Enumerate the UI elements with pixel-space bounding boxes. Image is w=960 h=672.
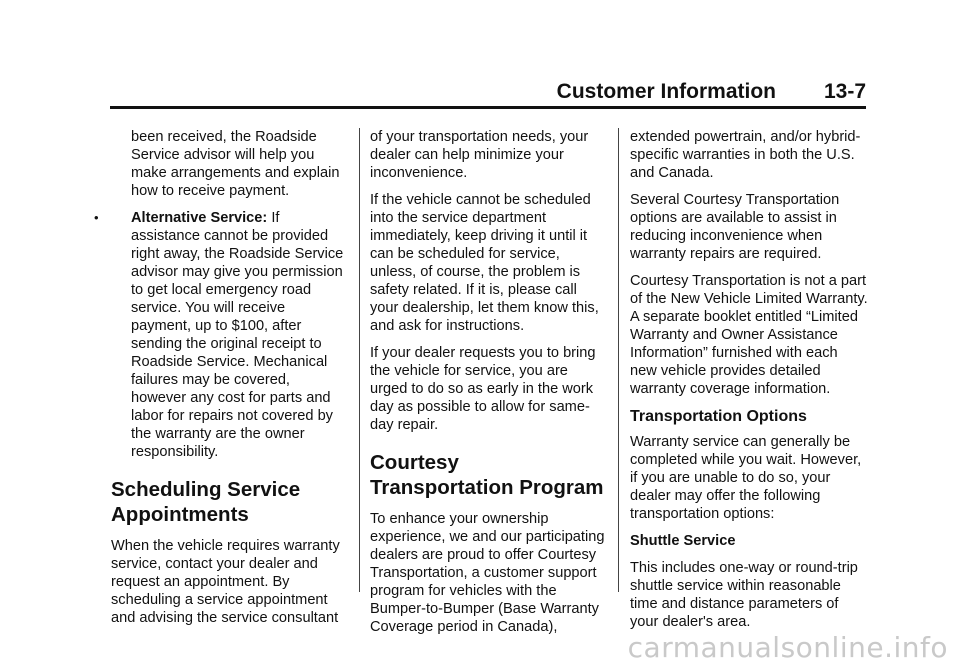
section-heading-scheduling: Scheduling Service Appointments — [111, 478, 301, 526]
paragraph: This includes one-way or round-trip shuttle service within reasonable time and distance parameters of your dealer's area. — [630, 560, 858, 630]
section-title: Customer Information — [556, 80, 776, 103]
column-divider-1 — [359, 128, 360, 592]
bullet-item-alternative-service — [94, 209, 349, 461]
paragraph: of your transportation needs, your dealer can help minimize your inconvenience. — [370, 129, 589, 181]
watermark: carmanualsonline.info — [627, 631, 948, 664]
bullet-text: If assistance cannot be provided right away, the Roadside Service advisor may give you permission to get local emergency road service. You will receive payment, up to $100, after sending the original receipt to Roadside Service. Mechanical failures may be covered, however any cost for parts and labor for repairs not covered by the warranty are the owner responsibility. — [131, 210, 344, 460]
column-3 — [630, 128, 868, 640]
column-divider-2 — [618, 128, 619, 592]
paragraph: extended powertrain, and/or hybrid-specific warranties in both the U.S. and Canada. — [630, 129, 861, 181]
paragraph: Courtesy Transportation is not a part of the New Vehicle Limited Warranty. A separate booklet entitled “Limited Warranty and Owner Assistance Information” furnished with each new vehicle provides detailed warranty coverage information. — [630, 273, 868, 397]
column-2 — [370, 128, 608, 645]
paragraph: been received, the Roadside Service advisor will help you make arrangements and explain how to receive payment. — [131, 129, 340, 199]
bullet-label: Alternative Service: — [131, 210, 268, 226]
bullet-icon: • — [94, 210, 99, 225]
paragraph: Several Courtesy Transportation options are available to assist in reducing inconvenience when warranty repairs are required. — [630, 192, 840, 262]
column-1 — [94, 128, 349, 636]
section-heading-courtesy: Courtesy Transportation Program — [370, 451, 604, 499]
subheading-shuttle-service: Shuttle Service — [630, 533, 736, 549]
subsection-heading-transportation-options: Transportation Options — [630, 408, 807, 425]
page-number: 13-7 — [823, 80, 866, 103]
page-header — [110, 80, 866, 109]
paragraph: If your dealer requests you to bring the vehicle for service, you are urged to do so as early in the work day as possible to allow for same-day repair. — [370, 345, 596, 433]
paragraph: If the vehicle cannot be scheduled into the service department immediately, keep driving it until it can be scheduled for service, unless, of course, the problem is safety related. If it is, please call your dealership, let them know this, and ask for instructions. — [370, 192, 599, 334]
paragraph: To enhance your ownership experience, we and our participating dealers are proud to offer Courtesy Transportation, a customer support program for vehicles with the Bumper-to-Bumper (Base Warranty Coverage period in Canada), — [370, 511, 605, 635]
paragraph: When the vehicle requires warranty service, contact your dealer and request an appointment. By scheduling a service appointment and advising the service consultant — [111, 538, 340, 626]
paragraph: Warranty service can generally be completed while you wait. However, if you are unable to do so, your dealer may offer the following transportation options: — [630, 434, 862, 522]
